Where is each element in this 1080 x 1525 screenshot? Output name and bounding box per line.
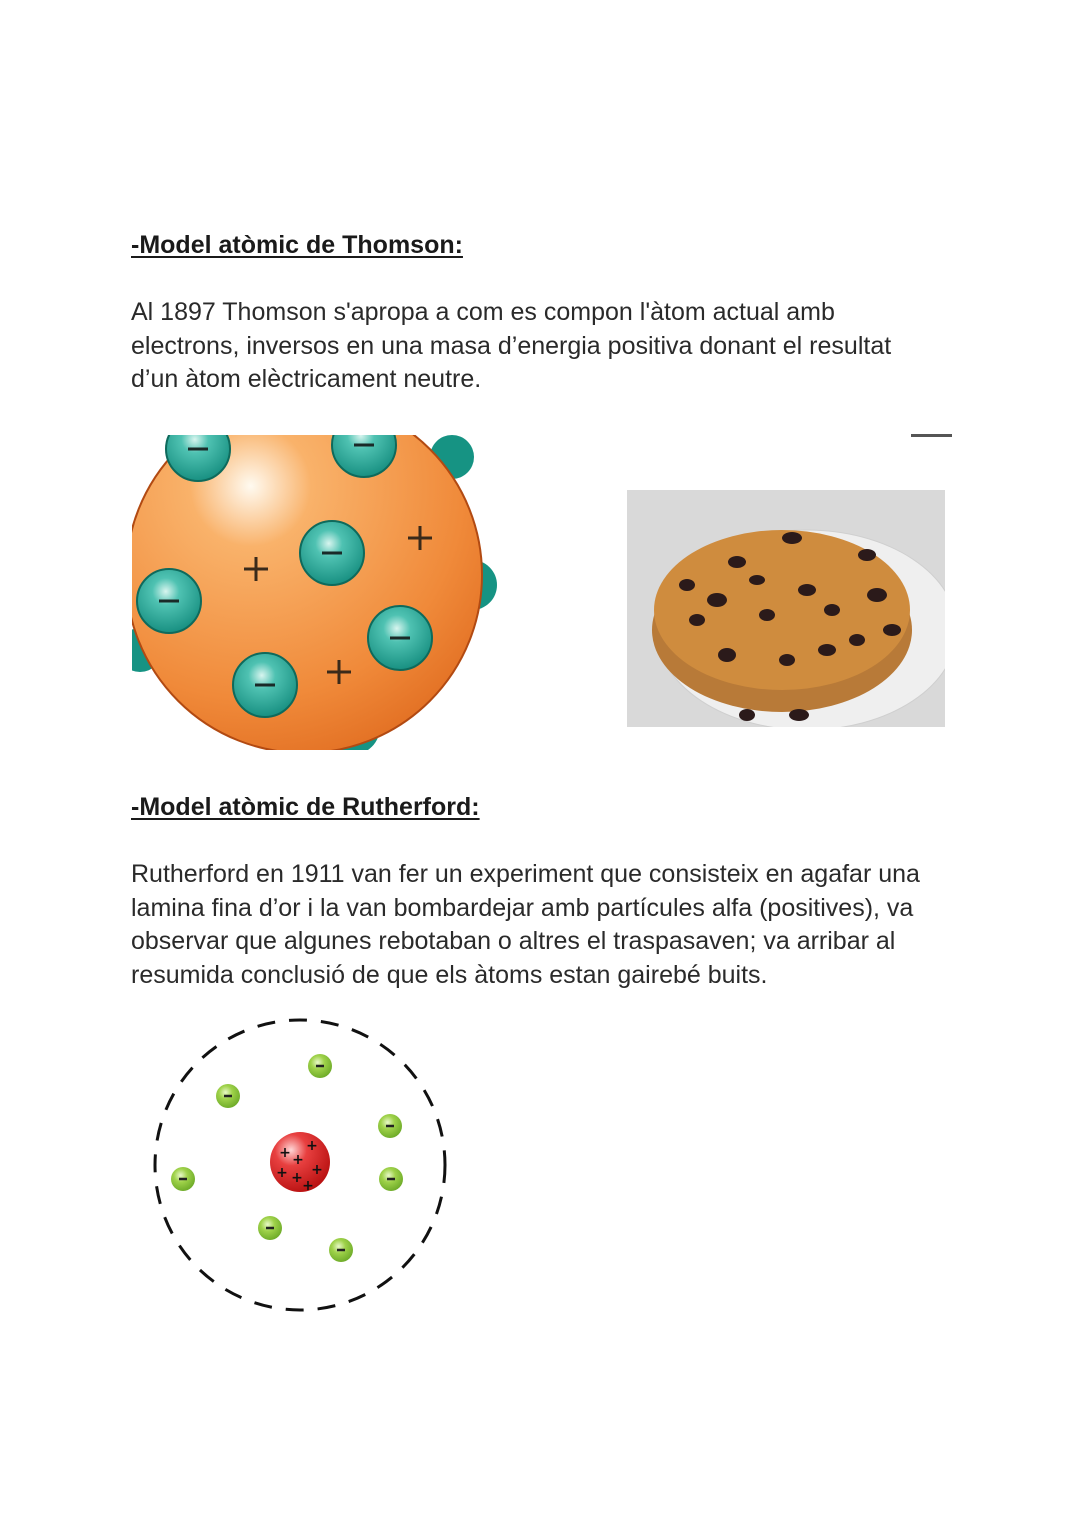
svg-text:+: + (292, 1152, 304, 1168)
svg-text:+: + (306, 1138, 318, 1154)
svg-text:+: + (291, 1170, 303, 1186)
text-line: Rutherford en 1911 van fer un experiment que consisteix en agafar una (131, 860, 920, 888)
svg-text:+: + (279, 1145, 291, 1161)
svg-text:+: + (311, 1162, 323, 1178)
rutherford-atom-icon (145, 1010, 455, 1320)
rutherford-atom-figure (145, 1010, 455, 1320)
decorative-line (911, 434, 952, 437)
cake-icon (627, 490, 945, 727)
thomson-paragraph (131, 296, 891, 397)
text-line: electrons, inversos en una masa d’energia positiva donant el resultat (131, 331, 892, 360)
thomson-atom-icon (132, 435, 497, 750)
thomson-atom-figure (132, 435, 497, 750)
raisin-cake-image (627, 490, 945, 727)
svg-text:+: + (276, 1165, 288, 1181)
text-line: Al 1897 Thomson s'apropa a com es compon l'àtom actual amb (131, 298, 835, 326)
text-line: lamina fina d’or i la van bombardejar amb partícules alfa (positives), va (131, 893, 914, 922)
rutherford-heading: -Model atòmic de Rutherford: (131, 793, 480, 821)
text-line: observar que algunes rebotaban o altres el traspasaven; va arribar al (131, 927, 896, 955)
rutherford-paragraph (131, 858, 920, 992)
thomson-heading: -Model atòmic de Thomson: (131, 231, 463, 259)
text-line: resumida conclusió de que els àtoms estan gairebé buits. (131, 960, 768, 989)
svg-text:+: + (302, 1178, 314, 1194)
text-line: d’un àtom elèctricament neutre. (131, 365, 482, 393)
